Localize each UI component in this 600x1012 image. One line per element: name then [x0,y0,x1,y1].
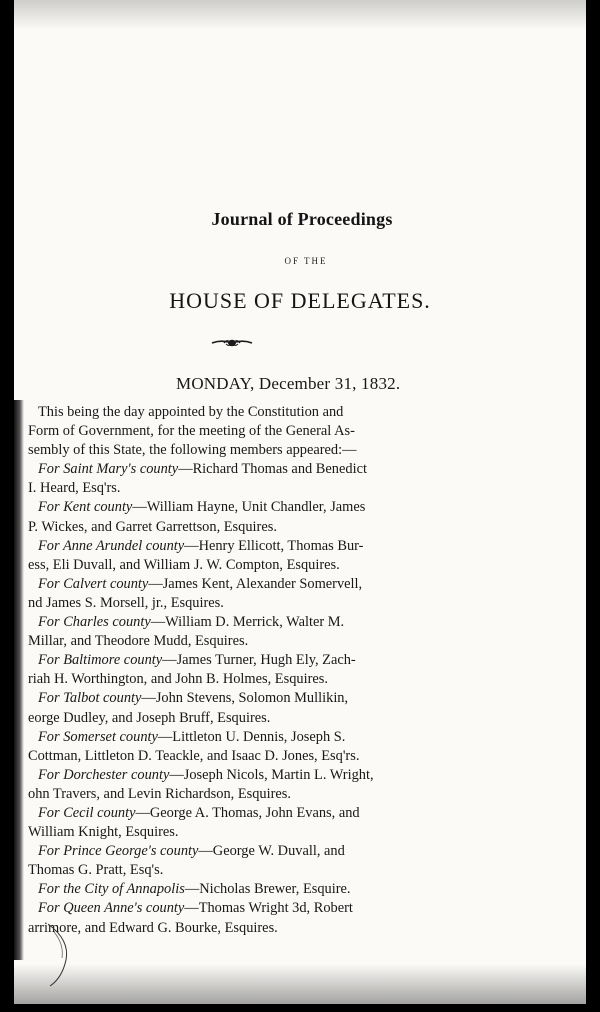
county-prefix: For [38,804,64,821]
county-members-continuation: ess, Eli Duvall, and William J. W. Compton, Esquires. [28,556,340,573]
page-binding-edge [14,400,24,960]
county-members: —Richard Thomas and Benedict [178,461,367,478]
intro-line: This being the day appointed by the Constitution and [38,404,344,420]
county-prefix: For [38,900,64,917]
members-list [28,403,440,938]
county-name: Somerset county [63,728,158,745]
county-name: Queen Anne's county [63,900,185,917]
of-the-label: OF THE [284,256,328,266]
county-entry [28,651,440,689]
county-name: Cecil county [63,804,136,821]
county-prefix: For [38,461,64,478]
county-name: Saint Mary's county [63,461,179,478]
county-prefix: For [38,843,64,860]
county-entry [28,766,440,804]
county-entry [28,613,440,651]
journal-title: Journal of Proceedings [211,209,393,229]
county-entry-first-line [28,460,440,479]
county-entry-first-line [28,842,440,861]
county-members-continuation: William Knight, Esquires. [28,824,179,841]
county-members-continuation: riah H. Worthington, and John B. Holmes, Esquires. [28,671,328,688]
county-entry [28,804,440,842]
county-members-continuation: Thomas G. Pratt, Esq's. [28,862,164,879]
county-entry [28,899,440,937]
county-entry-first-line [28,575,440,594]
intro-paragraph [28,403,440,460]
county-name: Kent county [63,499,133,516]
county-prefix: For [38,690,64,707]
county-name: Calvert county [63,575,149,592]
county-members: —Thomas Wright 3d, Robert [184,900,353,917]
county-members: —William D. Merrick, Walter M. [150,614,345,631]
county-entry-first-line [28,613,440,632]
county-members: —Joseph Nicols, Martin L. Wright, [169,766,374,783]
intro-line: sembly of this State, the following members appeared:— [28,442,357,459]
county-name: Charles county [63,614,151,631]
county-members-continuation: P. Wickes, and Garret Garrettson, Esquires. [28,518,277,535]
county-name: Prince George's county [63,843,199,860]
county-entry [28,498,440,536]
house-title: HOUSE OF DELEGATES. [169,288,431,313]
county-entry [28,689,440,727]
county-members-continuation: Cottman, Littleton D. Teackle, and Isaac D. Jones, Esq'rs. [28,747,360,764]
county-members: —James Turner, Hugh Ely, Zach- [162,652,356,669]
page-bottom-edge-shadow [14,964,586,1004]
county-prefix: For [38,652,64,669]
county-entry-first-line [28,689,440,708]
county-entry-first-line [28,498,440,517]
county-members-continuation: Millar, and Theodore Mudd, Esquires. [28,633,249,650]
document-page [14,0,586,1004]
county-entry-first-line [28,728,440,747]
county-prefix: For [38,575,64,592]
county-prefix: For [38,728,64,745]
county-name: Talbot county [63,690,142,707]
county-members: —James Kent, Alexander Somervell, [148,575,363,592]
county-entry [28,575,440,613]
decorative-ornament-icon [210,336,254,350]
page-curl-mark-icon [44,920,84,990]
county-members: —Littleton U. Dennis, Joseph S. [157,728,346,745]
county-prefix: For [38,499,64,516]
session-date-heading: MONDAY, December 31, 1832. [176,374,401,393]
county-members: —George W. Duvall, and [198,843,345,860]
county-prefix: For [38,614,64,631]
county-members-continuation: ohn Travers, and Levin Richardson, Esquires. [28,785,291,802]
county-entry-first-line [28,537,440,556]
county-members: —John Stevens, Solomon Mullikin, [141,690,349,707]
county-members-continuation: nd James S. Morsell, jr., Esquires. [28,594,224,611]
county-prefix: For [38,881,64,898]
county-entry [28,842,440,880]
county-prefix: For [38,766,64,783]
county-members: —Nicholas Brewer, Esquire. [184,881,351,898]
county-entry-first-line [28,651,440,670]
county-members: —William Hayne, Unit Chandler, James [132,499,366,516]
county-entry [28,537,440,575]
county-name: the City of Annapolis [63,881,185,898]
county-entry-first-line [28,899,440,918]
county-entry-first-line [28,804,440,823]
county-name: Dorchester county [63,766,170,783]
county-name: Anne Arundel county [62,537,185,554]
county-members: —Henry Ellicott, Thomas Bur- [184,537,364,554]
county-name: Baltimore county [63,652,163,669]
county-members-continuation: arrimore, and Edward G. Bourke, Esquires. [28,919,278,936]
county-members-continuation: I. Heard, Esq'rs. [28,480,121,497]
intro-line: Form of Government, for the meeting of the General As- [28,423,355,440]
county-members-continuation: eorge Dudley, and Joseph Bruff, Esquires. [28,709,271,726]
county-entry-first-line [28,766,440,785]
county-entry [28,880,440,899]
page-top-edge-shadow [14,0,586,30]
county-entry [28,460,440,498]
county-entry [28,728,440,766]
county-members: —George A. Thomas, John Evans, and [135,804,360,821]
county-entry-first-line [28,880,440,899]
county-prefix: For [38,537,63,554]
